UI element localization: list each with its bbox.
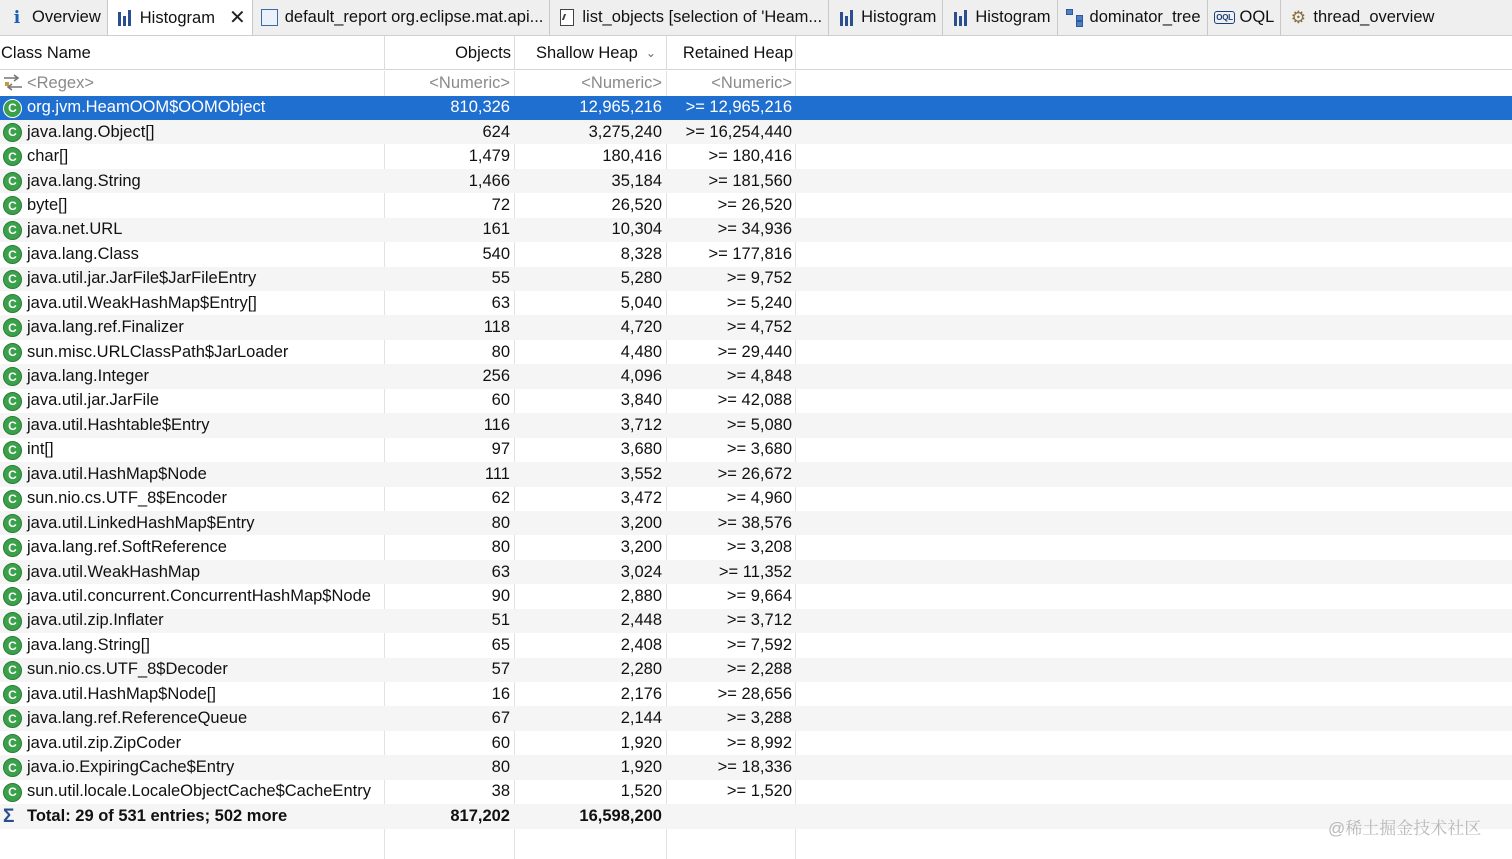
report-icon	[261, 9, 279, 27]
objects-cell: 80	[491, 342, 510, 361]
shallow-heap-filter-input[interactable]	[516, 71, 662, 95]
class-icon: C	[3, 636, 22, 655]
class-icon: C	[3, 685, 22, 704]
objects-cell: 16	[491, 684, 510, 703]
column-header-objects[interactable]	[386, 36, 511, 70]
filter-placeholder: <Numeric>	[581, 73, 662, 92]
column-header-label: Shallow Heap	[536, 43, 638, 62]
column-header-label: Objects	[455, 43, 511, 62]
retained-heap-cell: >= 42,088	[717, 391, 792, 410]
class-name-cell: java.util.Hashtable$Entry	[27, 415, 210, 434]
retained-heap-cell: >= 26,520	[717, 195, 792, 214]
table-row[interactable]	[0, 755, 1512, 779]
shallow-heap-cell: 35,184	[611, 171, 662, 190]
sum-icon: Σ	[3, 806, 15, 828]
shallow-heap-cell: 3,200	[620, 513, 662, 532]
class-name-cell: java.util.WeakHashMap	[27, 562, 201, 581]
shallow-heap-cell: 4,480	[620, 342, 662, 361]
oql-icon: OQL	[1216, 13, 1233, 22]
class-name-cell: java.util.jar.JarFile$JarFileEntry	[27, 269, 257, 288]
shallow-heap-cell: 4,720	[620, 318, 662, 337]
total-objects: 817,202	[450, 806, 510, 825]
objects-cell: 65	[491, 635, 510, 654]
objects-cell: 1,466	[468, 171, 510, 190]
class-icon: C	[3, 709, 22, 728]
shallow-heap-cell: 3,024	[620, 562, 662, 581]
filter-placeholder: <Numeric>	[429, 73, 510, 92]
class-name-filter-input[interactable]	[27, 71, 377, 95]
retained-heap-cell: >= 28,656	[717, 684, 792, 703]
objects-cell: 62	[491, 489, 510, 508]
retained-heap-cell: >= 34,936	[717, 220, 792, 239]
column-divider[interactable]	[666, 36, 667, 70]
filter-row	[0, 71, 1512, 95]
objects-cell: 624	[482, 122, 510, 141]
table-row[interactable]	[0, 706, 1512, 730]
class-icon: C	[3, 318, 22, 337]
editor-tab-bar	[0, 0, 1512, 36]
retained-heap-cell: >= 5,240	[726, 293, 792, 312]
shallow-heap-cell: 2,144	[620, 709, 662, 728]
class-name-cell: java.lang.Class	[27, 244, 139, 263]
table-row[interactable]	[0, 731, 1512, 755]
filter-icon	[2, 73, 24, 93]
shallow-heap-cell: 12,965,216	[579, 98, 662, 117]
tab-oql[interactable]	[1208, 0, 1282, 35]
objects-cell: 116	[483, 415, 510, 434]
shallow-heap-cell: 5,040	[620, 293, 662, 312]
query-icon	[558, 9, 576, 27]
objects-cell: 72	[491, 195, 510, 214]
class-icon: C	[3, 783, 22, 802]
objects-cell: 118	[483, 318, 510, 337]
class-name-cell: java.net.URL	[27, 220, 123, 239]
total-row	[0, 804, 1512, 828]
class-icon: C	[3, 538, 22, 557]
class-name-cell: java.lang.String	[27, 171, 141, 190]
retained-heap-cell: >= 177,816	[708, 244, 792, 263]
retained-heap-cell: >= 4,848	[726, 367, 792, 386]
class-name-cell: org.jvm.HeamOOM$OOMObject	[27, 98, 266, 117]
shallow-heap-cell: 8,328	[620, 244, 662, 263]
table-row[interactable]	[0, 511, 1512, 535]
objects-cell: 38	[491, 782, 510, 801]
retained-heap-cell: >= 180,416	[708, 147, 792, 166]
retained-heap-cell: >= 181,560	[708, 171, 792, 190]
class-icon: C	[3, 367, 22, 386]
class-name-cell: java.util.WeakHashMap$Entry[]	[27, 293, 257, 312]
objects-cell: 97	[491, 440, 510, 459]
retained-heap-cell: >= 9,664	[726, 586, 792, 605]
filter-placeholder: <Regex>	[27, 73, 94, 92]
table-row[interactable]	[0, 218, 1512, 242]
watermark: @稀土掘金技术社区	[1328, 819, 1482, 838]
shallow-heap-cell: 1,920	[620, 733, 662, 752]
tab-histogram-active[interactable]	[108, 0, 253, 36]
tab-label: list_objects [selection of 'Heam...	[582, 8, 823, 26]
objects-cell: 80	[491, 538, 510, 557]
histogram-icon	[837, 9, 855, 27]
objects-cell: 1,479	[468, 147, 510, 166]
shallow-heap-cell: 2,880	[620, 586, 662, 605]
shallow-heap-cell: 10,304	[611, 220, 662, 239]
objects-cell: 90	[491, 586, 510, 605]
histogram-icon	[951, 9, 969, 27]
class-name-cell: int[]	[27, 440, 54, 459]
table-row[interactable]	[0, 658, 1512, 682]
tab-label: thread_overview	[1313, 8, 1435, 26]
class-icon: C	[3, 294, 22, 313]
class-name-cell: java.util.HashMap$Node[]	[27, 684, 216, 703]
retained-heap-cell: >= 5,080	[726, 415, 792, 434]
table-row[interactable]	[0, 144, 1512, 168]
table-row[interactable]	[0, 267, 1512, 291]
shallow-heap-cell: 5,280	[620, 269, 662, 288]
class-name-cell: java.util.concurrent.ConcurrentHashMap$Node	[27, 586, 371, 605]
column-header-label: Retained Heap	[682, 43, 793, 62]
objects-cell: 60	[491, 391, 510, 410]
table-row[interactable]	[0, 780, 1512, 804]
class-name-cell: java.lang.ref.ReferenceQueue	[27, 709, 248, 728]
table-row[interactable]	[0, 462, 1512, 486]
objects-cell: 161	[482, 220, 510, 239]
thread-gear-icon: ⚙	[1290, 7, 1306, 27]
class-icon: C	[3, 465, 22, 484]
objects-cell: 80	[491, 758, 510, 777]
class-icon: C	[3, 416, 22, 435]
objects-cell: 60	[491, 733, 510, 752]
class-icon: C	[3, 343, 22, 362]
retained-heap-cell: >= 3,712	[726, 611, 792, 630]
retained-heap-cell: >= 12,965,216	[685, 98, 792, 117]
class-name-cell: char[]	[27, 147, 69, 166]
table-row[interactable]	[0, 609, 1512, 633]
retained-heap-cell: >= 3,680	[726, 440, 792, 459]
table-row[interactable]	[0, 193, 1512, 217]
retained-heap-filter-input[interactable]	[668, 71, 792, 95]
class-name-cell: sun.nio.cs.UTF_8$Decoder	[27, 660, 228, 679]
column-header-shallow-heap[interactable]	[536, 36, 662, 70]
class-name-cell: java.lang.String[]	[27, 635, 150, 654]
table-row[interactable]	[0, 291, 1512, 315]
tab-overview[interactable]	[0, 0, 108, 35]
table-row[interactable]	[0, 242, 1512, 266]
class-icon: C	[3, 758, 22, 777]
shallow-heap-cell: 1,520	[620, 782, 662, 801]
objects-cell: 540	[482, 244, 510, 263]
objects-cell: 810,326	[450, 98, 510, 117]
table-row[interactable]	[0, 169, 1512, 193]
chevron-down-icon: ⌄	[645, 46, 656, 60]
info-icon: i	[13, 7, 21, 28]
shallow-heap-cell: 180,416	[602, 147, 662, 166]
retained-heap-cell: >= 26,672	[717, 464, 792, 483]
retained-heap-cell: >= 1,520	[726, 782, 792, 801]
objects-cell: 51	[491, 611, 510, 630]
tab-histogram-3[interactable]	[943, 0, 1057, 35]
objects-cell: 57	[491, 660, 510, 679]
table-row[interactable]	[0, 560, 1512, 584]
shallow-heap-cell: 2,448	[620, 611, 662, 630]
tab-histogram-2[interactable]	[829, 0, 943, 35]
class-name-cell: java.util.HashMap$Node	[27, 464, 207, 483]
shallow-heap-cell: 3,200	[620, 538, 662, 557]
column-divider[interactable]	[384, 36, 385, 70]
filter-placeholder: <Numeric>	[711, 73, 792, 92]
total-label: Total: 29 of 531 entries; 502 more	[27, 806, 288, 825]
class-icon: C	[3, 196, 22, 215]
class-name-cell: sun.misc.URLClassPath$JarLoader	[27, 342, 289, 361]
class-icon: C	[3, 612, 22, 631]
shallow-heap-cell: 3,552	[620, 464, 662, 483]
class-icon: C	[3, 587, 22, 606]
tab-label: Histogram	[861, 8, 937, 26]
table-row[interactable]	[0, 315, 1512, 339]
tab-label: Histogram	[975, 8, 1051, 26]
retained-heap-cell: >= 3,288	[726, 709, 792, 728]
table-row[interactable]	[0, 584, 1512, 608]
class-name-cell: sun.nio.cs.UTF_8$Encoder	[27, 489, 227, 508]
class-name-cell: java.util.zip.Inflater	[27, 611, 164, 630]
retained-heap-cell: >= 11,352	[718, 562, 792, 581]
retained-heap-cell: >= 7,592	[726, 635, 792, 654]
class-icon: C	[3, 147, 22, 166]
total-shallow-heap: 16,598,200	[579, 806, 662, 825]
retained-heap-cell: >= 16,254,440	[685, 122, 792, 141]
objects-cell: 80	[491, 513, 510, 532]
class-name-cell: java.lang.ref.Finalizer	[27, 318, 184, 337]
class-name-cell: java.lang.Object[]	[27, 122, 155, 141]
tab-label: dominator_tree	[1089, 8, 1201, 26]
tab-label: OQL	[1239, 8, 1275, 26]
class-name-cell: java.io.ExpiringCache$Entry	[27, 758, 235, 777]
class-name-cell: java.util.jar.JarFile	[27, 391, 160, 410]
shallow-heap-cell: 26,520	[611, 195, 662, 214]
table-row[interactable]	[0, 633, 1512, 657]
table-row[interactable]	[0, 487, 1512, 511]
class-icon: C	[3, 661, 22, 680]
shallow-heap-cell: 2,408	[620, 635, 662, 654]
class-icon: C	[3, 490, 22, 509]
retained-heap-cell: >= 2,288	[726, 660, 792, 679]
class-icon: C	[3, 172, 22, 191]
shallow-heap-cell: 3,840	[620, 391, 662, 410]
shallow-heap-cell: 3,680	[620, 440, 662, 459]
class-icon: C	[3, 392, 22, 411]
objects-cell: 256	[482, 367, 510, 386]
column-header-retained-heap[interactable]	[670, 36, 793, 70]
shallow-heap-cell: 3,275,240	[588, 122, 662, 141]
class-icon: C	[3, 563, 22, 582]
table-row[interactable]	[0, 364, 1512, 388]
objects-cell: 55	[491, 269, 510, 288]
retained-heap-cell: >= 8,992	[726, 733, 792, 752]
class-icon: C	[3, 123, 22, 142]
class-icon: C	[3, 99, 22, 118]
class-icon: C	[3, 441, 22, 460]
histogram-table-body	[0, 96, 1512, 829]
column-divider[interactable]	[795, 36, 796, 70]
dominator-tree-icon	[1066, 9, 1084, 27]
column-header-label: Class Name	[1, 43, 91, 62]
retained-heap-cell: >= 29,440	[717, 342, 792, 361]
retained-heap-cell: >= 4,752	[726, 318, 792, 337]
retained-heap-cell: >= 3,208	[726, 538, 792, 557]
tab-label: Histogram	[139, 8, 215, 27]
column-header-class-name[interactable]	[1, 36, 381, 70]
class-name-cell: java.util.zip.ZipCoder	[27, 733, 182, 752]
tab-list-objects[interactable]	[550, 0, 829, 35]
class-name-cell: java.lang.ref.SoftReference	[27, 538, 227, 557]
shallow-heap-cell: 2,176	[620, 684, 662, 703]
table-row[interactable]	[0, 96, 1512, 120]
shallow-heap-cell: 3,472	[620, 489, 662, 508]
shallow-heap-cell: 2,280	[620, 660, 662, 679]
tab-label: Overview	[32, 8, 101, 26]
close-icon[interactable]: ✕	[228, 7, 246, 29]
objects-cell: 67	[491, 709, 510, 728]
class-icon: C	[3, 221, 22, 240]
objects-cell: 111	[484, 464, 510, 483]
objects-cell: 63	[491, 293, 510, 312]
tab-default-report[interactable]	[253, 0, 551, 35]
class-name-cell: byte[]	[27, 195, 68, 214]
tab-dominator-tree[interactable]	[1058, 0, 1208, 35]
retained-heap-cell: >= 4,960	[726, 489, 792, 508]
table-row[interactable]	[0, 389, 1512, 413]
histogram-icon	[116, 9, 134, 27]
tab-thread-overview[interactable]	[1281, 0, 1440, 35]
class-name-cell: java.lang.Integer	[27, 367, 150, 386]
class-icon: C	[3, 514, 22, 533]
class-name-cell: java.util.LinkedHashMap$Entry	[27, 513, 255, 532]
table-row[interactable]	[0, 682, 1512, 706]
table-row[interactable]	[0, 120, 1512, 144]
class-icon: C	[3, 734, 22, 753]
retained-heap-cell: >= 9,752	[726, 269, 792, 288]
shallow-heap-cell: 4,096	[620, 367, 662, 386]
shallow-heap-cell: 3,712	[620, 415, 662, 434]
table-row[interactable]	[0, 438, 1512, 462]
class-name-cell: sun.util.locale.LocaleObjectCache$CacheEntry	[27, 782, 371, 801]
column-divider[interactable]	[514, 36, 515, 70]
shallow-heap-cell: 1,920	[620, 758, 662, 777]
tab-label: default_report org.eclipse.mat.api...	[284, 8, 544, 26]
class-icon: C	[3, 245, 22, 264]
table-row[interactable]	[0, 535, 1512, 559]
table-row[interactable]	[0, 413, 1512, 437]
objects-filter-input[interactable]	[386, 71, 510, 95]
retained-heap-cell: >= 38,576	[717, 513, 792, 532]
table-row[interactable]	[0, 340, 1512, 364]
table-header	[0, 36, 1512, 70]
class-icon: C	[3, 270, 22, 289]
retained-heap-cell: >= 18,336	[717, 758, 792, 777]
objects-cell: 63	[491, 562, 510, 581]
